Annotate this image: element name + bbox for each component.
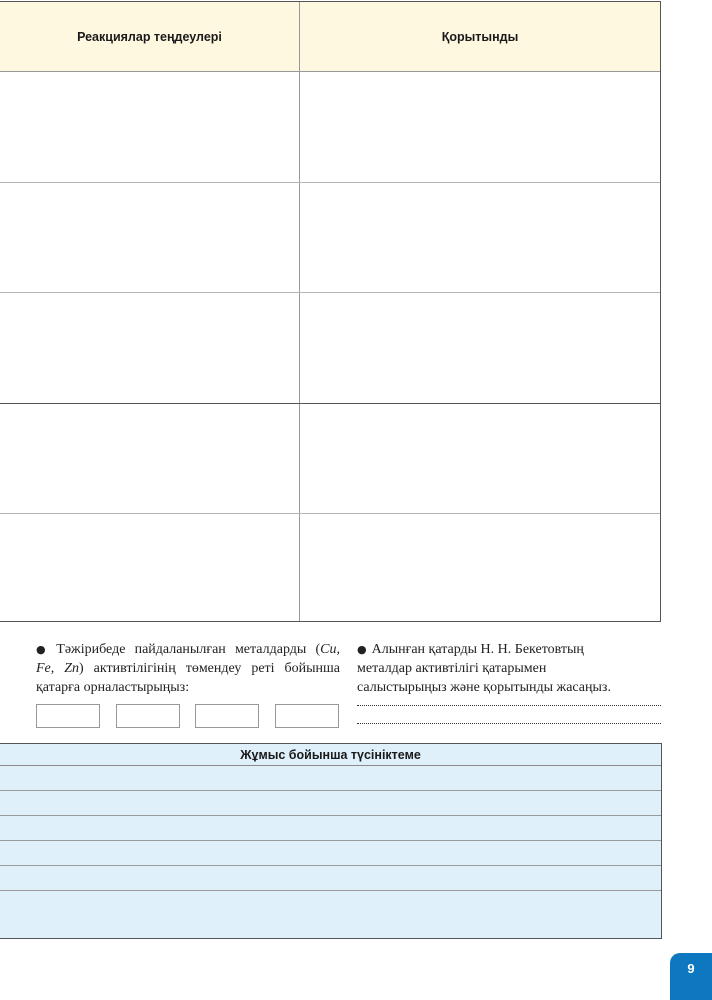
instruction-text: металдар активтілігі қатарымен bbox=[357, 661, 547, 676]
metal-fe: Fe, bbox=[36, 661, 55, 676]
writing-line bbox=[0, 890, 661, 891]
instruction-arrange-metals bbox=[36, 640, 340, 697]
table-row[interactable] bbox=[0, 293, 660, 404]
instruction-compare-beketov bbox=[357, 640, 661, 697]
table-row[interactable] bbox=[0, 514, 660, 622]
reactions-table bbox=[0, 1, 661, 622]
instruction-text: салыстырыңыз және қорытынды жасаңыз. bbox=[357, 680, 611, 695]
comment-title: Жұмыс бойынша түсініктеме bbox=[0, 744, 661, 766]
writing-line bbox=[0, 790, 661, 791]
header-reaction-equations: Реакциялар теңдеулері bbox=[77, 30, 222, 44]
bullet-icon: ● bbox=[357, 643, 367, 656]
instruction-text: ) активтілігінің төмендеу реті бойынша bbox=[79, 661, 341, 676]
writing-line bbox=[0, 815, 661, 816]
table-header bbox=[0, 2, 660, 72]
answer-dotted-line-2[interactable] bbox=[357, 721, 661, 724]
answer-box-1[interactable] bbox=[36, 704, 100, 728]
table-row[interactable] bbox=[0, 183, 660, 293]
answer-box-3[interactable] bbox=[195, 704, 259, 728]
answer-box-4[interactable] bbox=[275, 704, 339, 728]
metal-cu: Cu, bbox=[320, 642, 340, 657]
work-comment-box[interactable] bbox=[0, 743, 662, 939]
instruction-text: Алынған қатарды Н. Н. Бекетовтың bbox=[371, 642, 584, 657]
table-row[interactable] bbox=[0, 404, 660, 514]
instruction-text: Тәжірибеде пайдаланылған металдарды ( bbox=[56, 642, 321, 657]
answer-dotted-line-1[interactable] bbox=[357, 703, 661, 706]
answer-box-2[interactable] bbox=[116, 704, 180, 728]
writing-line bbox=[0, 865, 661, 866]
writing-line bbox=[0, 840, 661, 841]
bullet-icon: ● bbox=[36, 643, 52, 656]
header-conclusion: Қорытынды bbox=[441, 30, 519, 44]
instruction-text: қатарға орналастырыңыз: bbox=[36, 680, 190, 695]
metal-zn: Zn bbox=[64, 661, 80, 676]
table-row[interactable] bbox=[0, 72, 660, 183]
page-number-badge: 9 bbox=[670, 953, 712, 1000]
